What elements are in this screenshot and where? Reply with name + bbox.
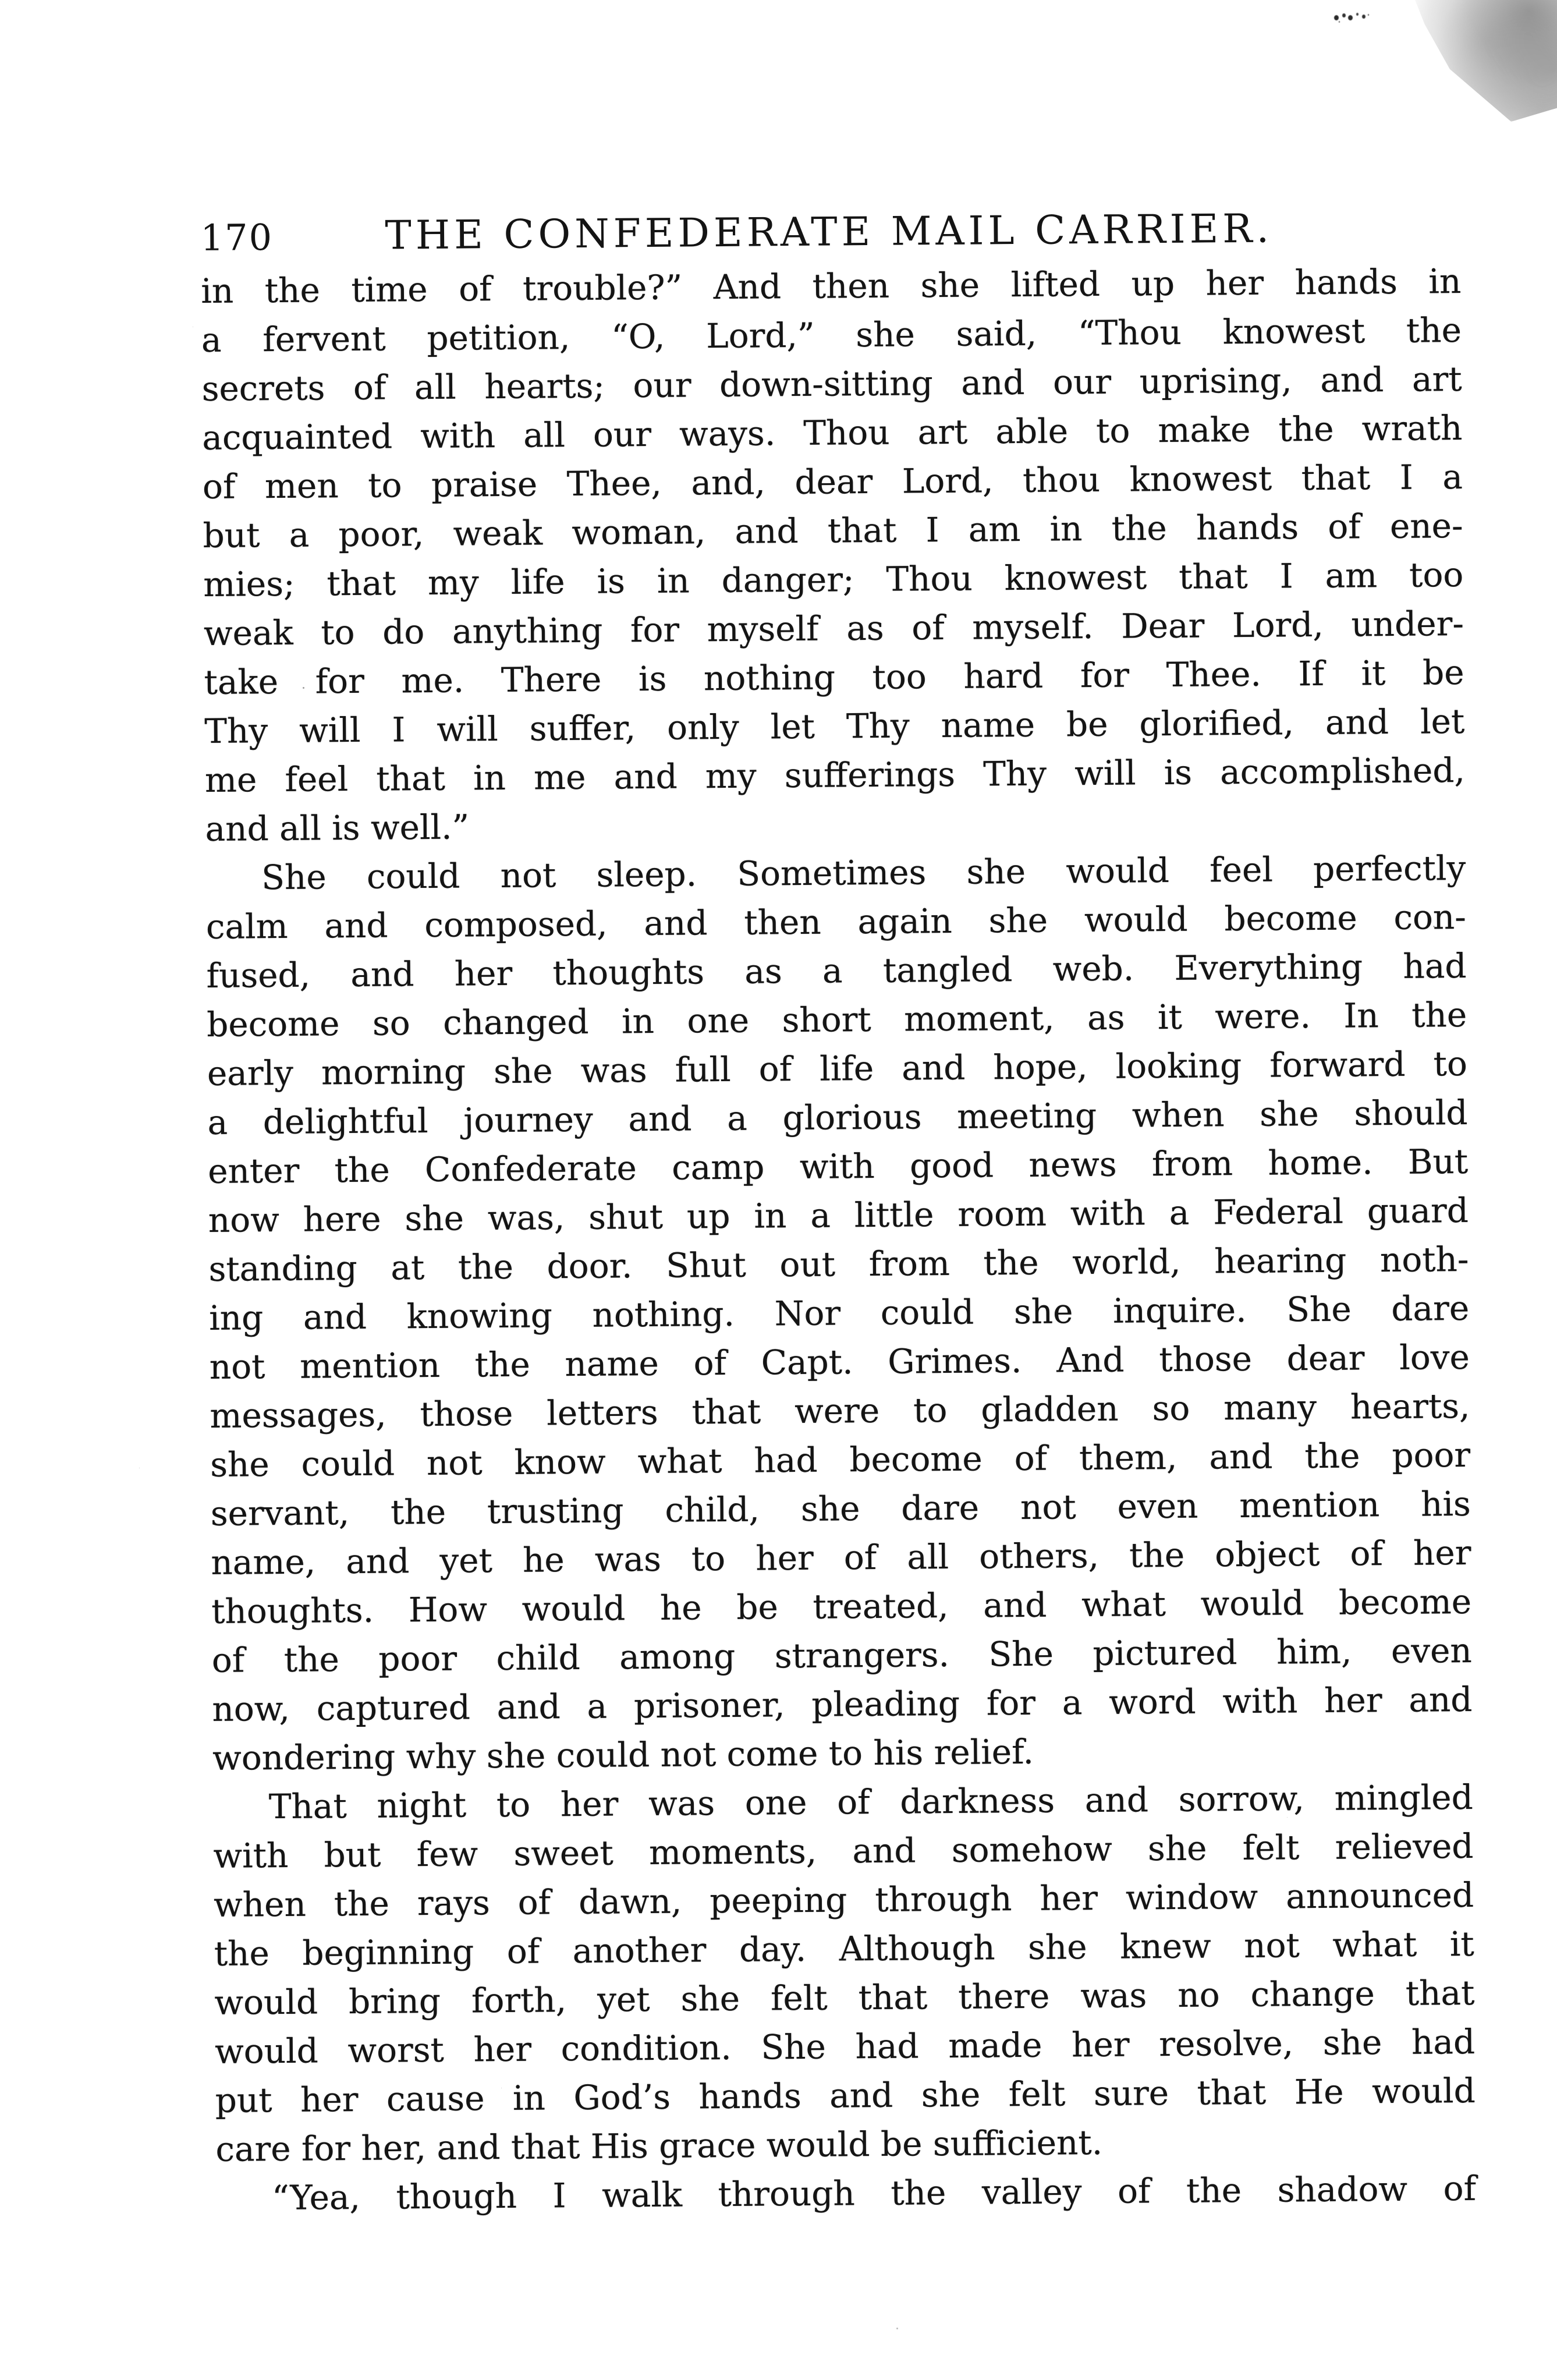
text-line: “Yea, though I walk through the valley of the shadow of (271, 2168, 1477, 2218)
text-line: standing at the door. Shut out from the world, hearing noth- (208, 1239, 1469, 1289)
text-line: early morning she was full of life and hope, looking forward to (207, 1043, 1468, 1093)
text-line: secrets of all hearts; our down-sitting and our uprising, and art (201, 359, 1462, 409)
text-line: Thy will I will suffer, only let Thy name be glorified, and let (204, 701, 1465, 751)
text-line: in the time of trouble?” And then she lifted up her hands in (201, 261, 1462, 311)
text-line: mies; that my life is in danger; Thou knowest that I am too (203, 554, 1464, 604)
text-line: name, and yet he was to her of all others, the object of her (211, 1532, 1471, 1582)
text-line: now, captured and a prisoner, pleading for a word with her and (212, 1679, 1473, 1729)
ink-mark-artifact (1334, 15, 1339, 20)
page-body (201, 257, 1476, 2223)
text-line: fused, and her thoughts as a tangled web. Everything had (206, 945, 1467, 996)
text-line: That night to her was one of darkness and sorrow, mingled (268, 1777, 1474, 1827)
page-header (200, 204, 1461, 260)
text-line: She could not sleep. Sometimes she would feel perfectly (261, 848, 1466, 898)
text-line: when the rays of dawn, peeping through her window announced (213, 1875, 1474, 1925)
text-line: calm and composed, and then again she would become con- (205, 897, 1467, 947)
text-line: would worst her condition. She had made her resolve, she had (214, 2021, 1476, 2071)
text-line: the beginning of another day. Although she knew not what it (214, 1924, 1474, 1974)
text-line: ing and knowing nothing. Nor could she inquire. She dare (208, 1288, 1470, 1338)
text-line: would bring forth, yet she felt that there was no change that (214, 1972, 1475, 2023)
text-line: enter the Confederate camp with good news from home. But (207, 1141, 1469, 1191)
text-line: me feel that in me and my sufferings Thy will is accomplished, (204, 750, 1466, 800)
text-line: thoughts. How would he be treated, and what would become (211, 1581, 1472, 1631)
text-line: acquainted with all our ways. Thou art able to make the wrath (202, 408, 1463, 458)
text-line: weak to do anything for myself as of myself. Dear Lord, under- (203, 603, 1464, 653)
text-line: servant, the trusting child, she dare not even mention his (210, 1483, 1471, 1533)
running-title: THE CONFEDERATE MAIL CARRIER. (385, 206, 1274, 259)
paper-speckles (0, 0, 2, 2)
text-line: a fervent petition, “O, Lord,” she said, “Thou knowest the (201, 310, 1462, 360)
text-line: of the poor child among strangers. She pictured him, even (211, 1630, 1473, 1680)
text-line: become so changed in one short moment, as it were. In the (206, 994, 1467, 1044)
text-line: put her cause in God’s hands and she felt sure that He would (215, 2070, 1476, 2120)
text-line: not mention the name of Capt. Grimes. And those dear love (209, 1337, 1470, 1387)
text-line: she could not know what had become of them, and the poor (210, 1435, 1471, 1485)
text-line: of men to praise Thee, and, dear Lord, thou knowest that I a (202, 456, 1463, 507)
text-line: take for me. There is nothing too hard for Thee. If it be (204, 652, 1464, 702)
text-line: but a poor, weak woman, and that I am in the hands of ene- (203, 505, 1463, 555)
text-line: with but few sweet moments, and somehow she felt relieved (213, 1826, 1474, 1876)
text-line: wondering why she could not come to his relief. (212, 1731, 1034, 1778)
text-line: messages, those letters that were to gladden so many hearts, (210, 1386, 1470, 1436)
text-line: care for her, and that His grace would be sufficient. (215, 2122, 1103, 2169)
page-number: 170 (200, 216, 274, 260)
text-line: now here she was, shut up in a little room with a Federal guard (208, 1190, 1469, 1240)
text-line: and all is well.” (205, 807, 470, 849)
text-line: a delightful journey and a glorious meeting when she should (207, 1092, 1468, 1142)
